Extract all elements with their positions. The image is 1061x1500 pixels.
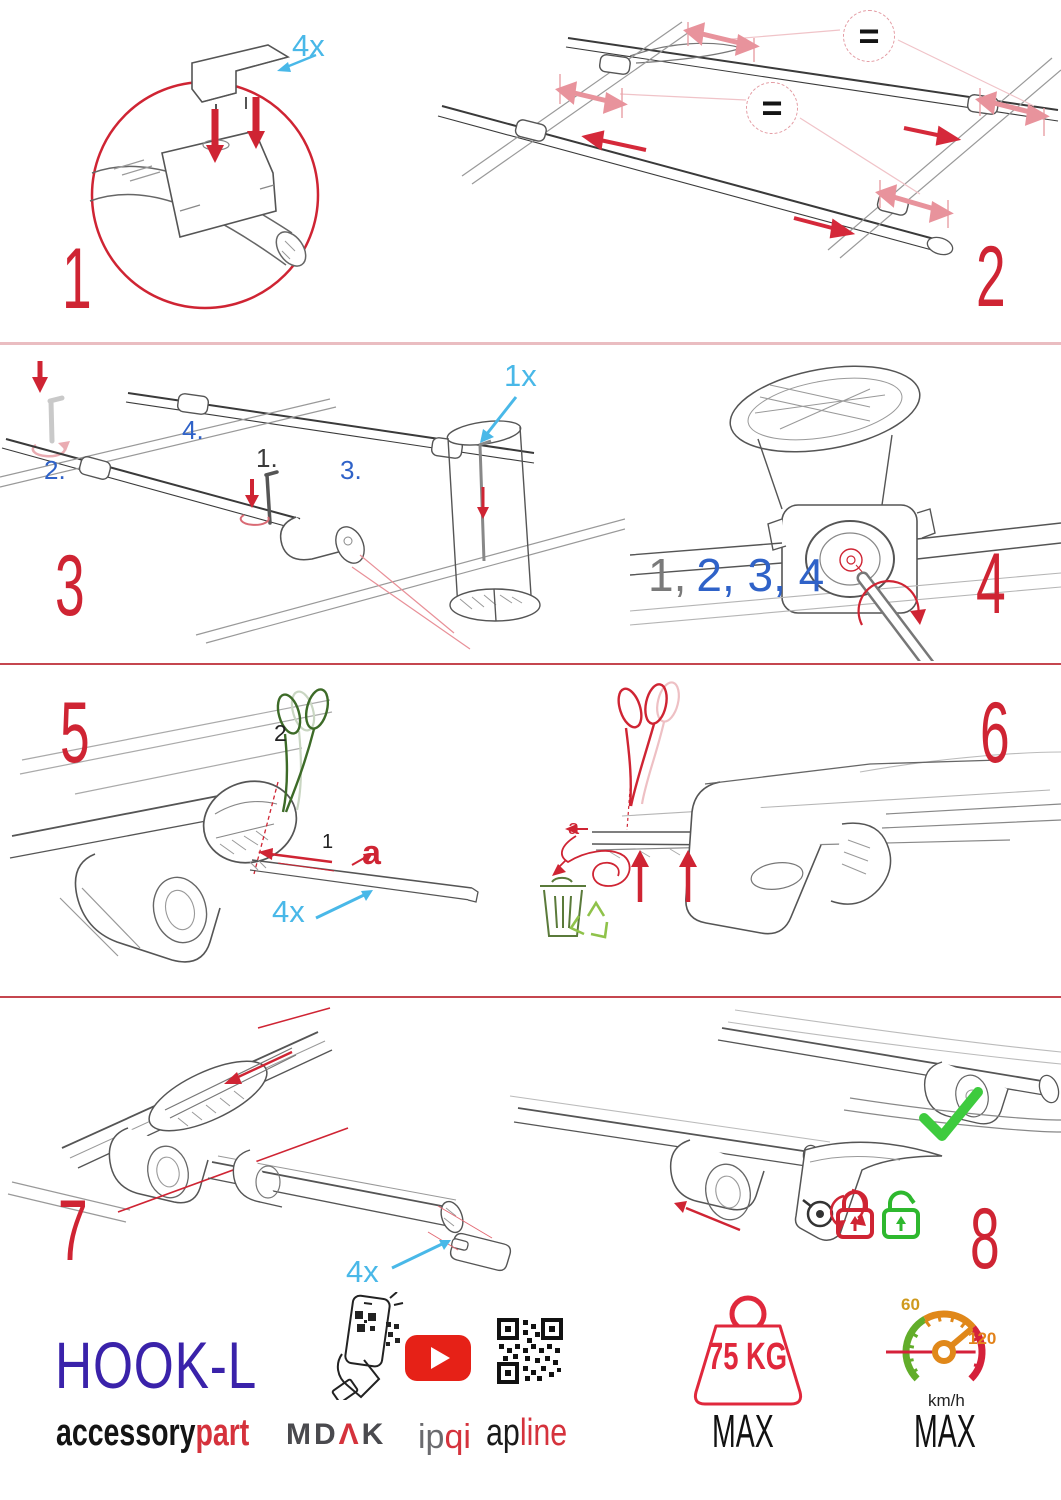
step3-sublabel-4: 4.: [182, 415, 204, 445]
ipqi-logo: ipqi: [418, 1418, 471, 1456]
apline-logo: apline: [486, 1412, 568, 1454]
step5-qty-label: 4x: [272, 894, 305, 929]
step8-number: 8: [970, 1191, 1000, 1287]
step6-dim-label: a: [568, 817, 580, 839]
weight-value: 75 KG: [708, 1336, 788, 1378]
step4-sequence-label: 1, 2, 3, 4: [648, 549, 825, 601]
scissors-icon: [614, 682, 670, 806]
phone-qr-scan-icon: [322, 1292, 404, 1400]
weight-max-label: MAX: [712, 1405, 774, 1457]
step5-cut-label: 2: [274, 720, 287, 746]
speed-max-label: MAX: [914, 1405, 976, 1457]
step5-strip-label: 1: [322, 831, 334, 853]
step7-number: 7: [58, 1183, 88, 1279]
step1-number: 1: [62, 231, 92, 327]
step2-illustration: [420, 0, 1061, 335]
step6-number: 6: [980, 685, 1010, 781]
step3-number: 3: [55, 538, 85, 634]
step3-sublabel-3: 3.: [340, 455, 362, 485]
step5-number: 5: [60, 685, 90, 781]
speed-high-label: 120: [968, 1329, 997, 1348]
equal-spacing-badge: =: [746, 82, 798, 134]
product-name: HOOK-L: [55, 1328, 258, 1402]
brand-logo: accessorypart: [56, 1412, 250, 1454]
equal-spacing-badge: =: [843, 10, 895, 62]
youtube-icon: [404, 1334, 472, 1382]
step4-number: 4: [976, 536, 1006, 632]
qr-code: [497, 1318, 563, 1384]
step5-dim-label: a: [362, 834, 381, 872]
speed-unit-label: km/h: [928, 1391, 965, 1410]
section-divider: [0, 996, 1061, 998]
step1-qty-label: 4x: [292, 28, 325, 63]
section-divider: [0, 342, 1061, 345]
step2-number: 2: [976, 229, 1006, 325]
step7-qty-label: 4x: [346, 1254, 379, 1289]
step3-sublabel-1: 1.: [256, 443, 278, 473]
step3-sublabel-2: 2.: [44, 455, 66, 485]
trash-recycle-icon: [540, 878, 586, 936]
step3-qty-label: 1x: [504, 358, 537, 393]
mdak-logo: MDΛK: [286, 1418, 387, 1451]
speed-low-label: 60: [901, 1295, 920, 1314]
padlock-unlocked-icon: [884, 1193, 918, 1237]
